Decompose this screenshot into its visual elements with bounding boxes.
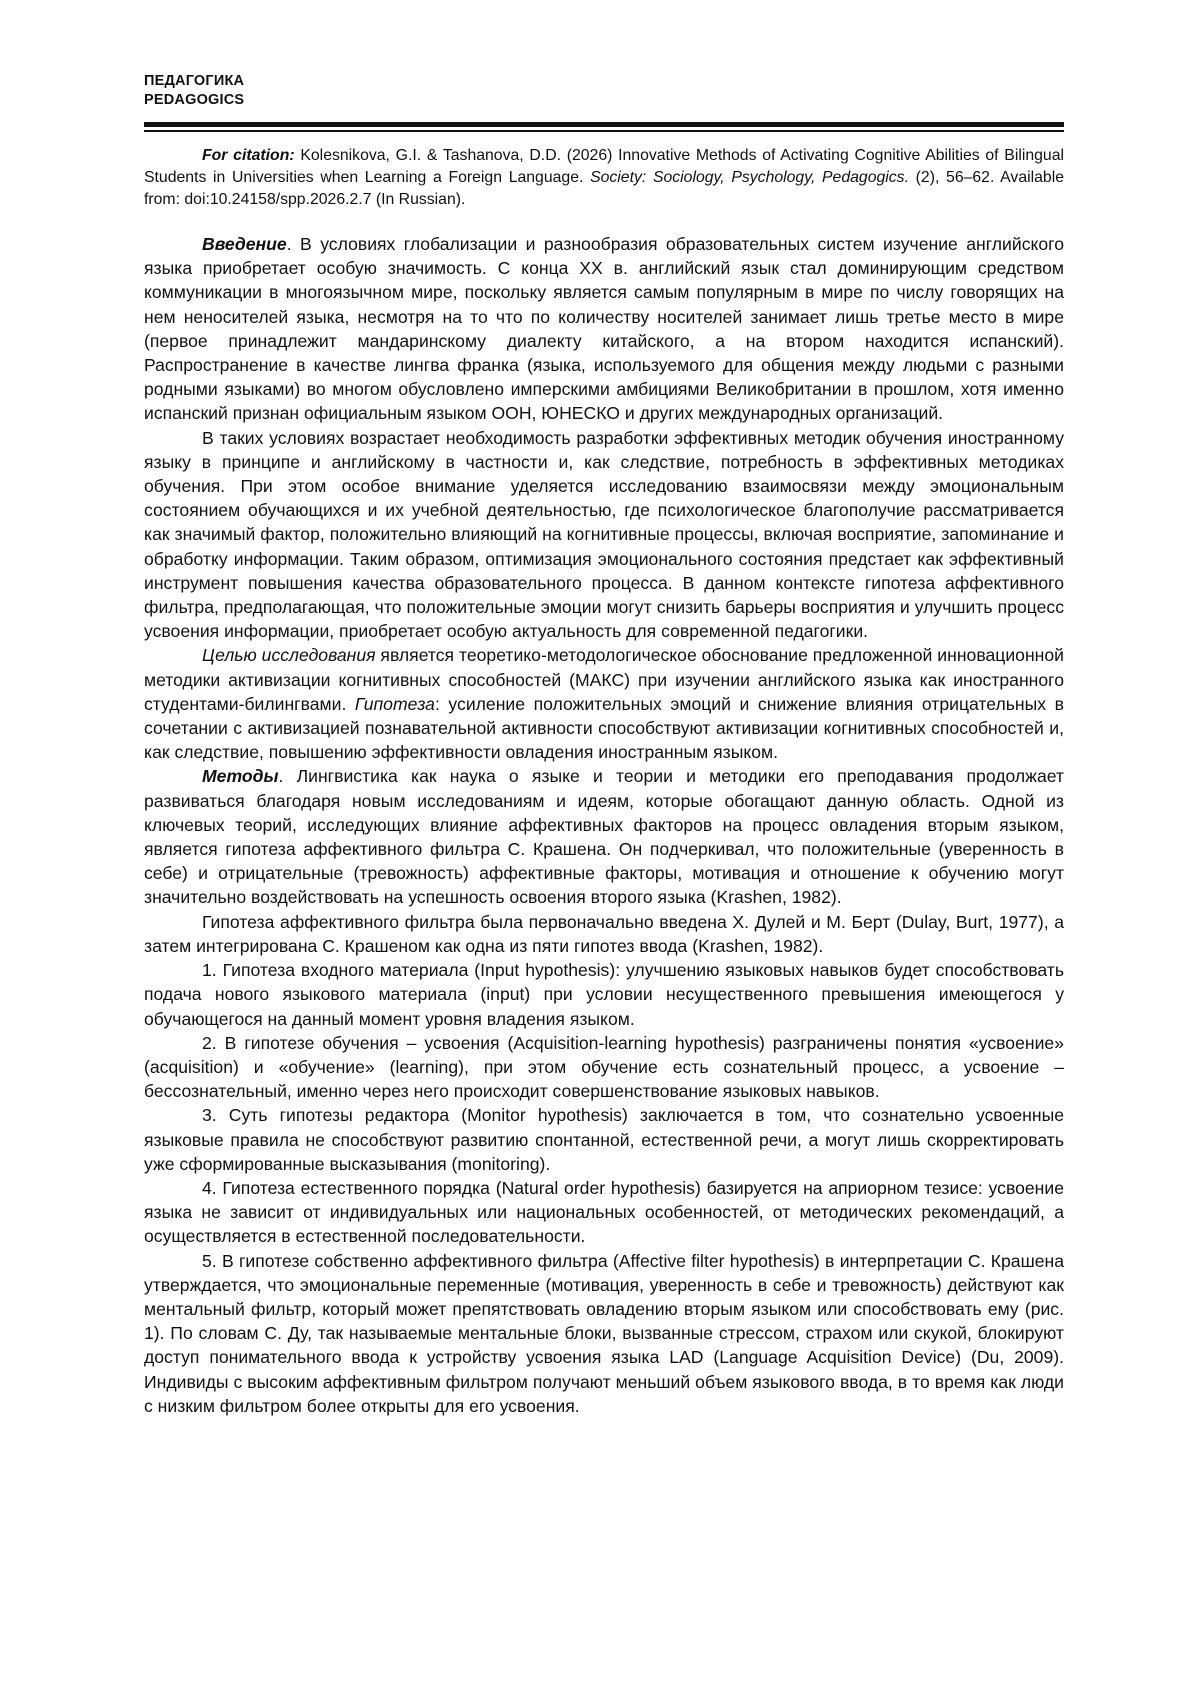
running-head-en: PEDAGOGICS <box>144 92 245 108</box>
article-body <box>144 232 1064 1418</box>
hypothesis-label: Гипотеза <box>354 693 435 714</box>
introduction-text: . В условиях глобализации и разнообразия образовательных систем изучение английского языка приобретает особую значимость. С конца XX в. английский язык стал доминирующим средством коммуникации в многоязычном мире, поскольку является самым популярным в мире по числу говорящих на нем неносителей языка, несмотря на то что по количеству носителей занимает лишь третье место в мире (первое принадлежит мандаринскому диалекту китайского, а на втором находится испанский). Распространение в качестве лингва франка (языка, используемого для общения между людьми с разными родными языками) во многом обусловлено имперскими амбициями Великобритании в прошлом, хотя именно испанский признан официальным языком ООН, ЮНЕСКО и других международных организаций. <box>144 234 1064 424</box>
introduction-heading: Введение <box>202 234 287 254</box>
citation-label: For citation: <box>202 147 295 164</box>
paragraph: В таких условиях возрастает необходимость разработки эффективных методик обучения иностранному языку в принципе и английскому в частности и, как следствие, потребность в эффективных методиках обучения. При этом особое внимание уделяется исследованию взаимосвязи между эмоциональным состоянием обучающихся и их учебной деятельностью, где психологическое благополучие рассматривается как значимый фактор, положительно влияющий на когнитивные процессы, включая восприятие, запоминание и обработку информации. Таким образом, оптимизация эмоционального состояния предстает как эффективный инструмент повышения качества образовательного процесса. В данном контексте гипотеза аффективного фильтра, предполагающая, что положительные эмоции могут снизить барьеры восприятия и улучшить процесс усвоения информации, приобретает особую актуальность для современной педагогики. <box>144 427 1064 642</box>
goal-text: является теоретико-методологическое обоснование предложенной инновационной методики активизации когнитивных способностей (МАКС) при изучении английского языка как иностранного студентами-билингвами. <box>144 645 1064 714</box>
list-item-hypothesis-4: 4. Гипотеза естественного порядка (Natural order hypothesis) базируется на априорном тезисе: усвоение языка не зависит от индивидуальных или национальных особенностей, от методических рекомендаций, а осуществляется в естественной последовательности. <box>144 1177 1064 1247</box>
citation-tail: (2), 56–62. Available from: doi:10.24158/spp.2026.2.7 (In Russian). <box>144 169 1064 208</box>
hypothesis-text: : усиление положительных эмоций и снижение влияния отрицательных в сочетании с активизацией познавательной активности способствуют активизации когнитивных способностей и, как следствие, повышению эффективности овладения иностранным языком. <box>144 693 1064 763</box>
paragraph-goal <box>144 643 1064 764</box>
header-rule-thin <box>144 130 1064 132</box>
list-item-hypothesis-3: 3. Суть гипотезы редактора (Monitor hypothesis) заключается в том, что сознательно усвоенные языковые правила не способствуют развитию спонтанной, естественной речи, а могут лишь скорректировать уже сформированные высказывания (monitoring). <box>144 1105 1064 1174</box>
citation-journal: Society: Sociology, Psychology, Pedagogics. <box>590 169 909 186</box>
header-rule-thick <box>144 122 1064 127</box>
paragraph: Гипотеза аффективного фильтра была первоначально введена Х. Дулей и М. Берт (Dulay, Burt, 1977), а затем интегрирована С. Крашеном как одна из пяти гипотез ввода (Krashen, 1982). <box>144 911 1064 956</box>
paragraph-methods <box>144 764 1064 909</box>
list-item-hypothesis-5: 5. В гипотезе собственно аффективного фильтра (Affective filter hypothesis) в интерпретации С. Крашена утверждается, что эмоциональные переменные (мотивация, уверенность в себе и тревожность) действуют как ментальный фильтр, который может препятствовать овладению вторым языком или способствовать ему (рис. 1). По словам С. Ду, так называемые ментальные блоки, вызванные стрессом, страхом или скукой, блокируют доступ понимательного ввода к устройству усвоения языка LAD (Language Acquisition Device) (Du, 2009). Индивиды с высоким аффективным фильтром получают меньший объем языкового ввода, в то время как люди с низким фильтром более открыты для его усвоения. <box>144 1250 1064 1416</box>
methods-text: . Лингвистика как наука о языке и теории и методики его преподавания продолжает развиваться благодаря новым исследованиям и идеям, которые обогащают данную область. Одной из ключевых теорий, исследующих влияние аффективных факторов на процесс овладения вторым языком, является гипотеза аффективного фильтра С. Крашена. Он подчеркивал, что положительные (уверенность в себе) и отрицательные (тревожность) аффективные факторы, мотивация и отношение к обучению могут значительно воздействовать на успешность освоения второго языка (Krashen, 1982). <box>144 766 1064 908</box>
running-head <box>144 72 244 110</box>
paragraph-introduction <box>144 232 1064 426</box>
citation-text: Kolesnikova, G.I. & Tashanova, D.D. (2026) Innovative Methods of Activating Cognitive Abilities of Bilingual Students in Universities when Learning a Foreign Language. <box>144 147 1065 186</box>
methods-heading: Методы <box>202 766 279 787</box>
running-head-ru: ПЕДАГОГИКА <box>144 73 245 89</box>
list-item-hypothesis-2: 2. В гипотезе обучения – усвоения (Acquisition-learning hypothesis) разграничены понятия «усвоение» (acquisition) и «обучение» (learning), при этом обучение есть сознательный процесс, а усвоение – бессознательный, именно через него происходит совершенствование языковых навыков. <box>144 1032 1064 1102</box>
citation-block <box>144 145 1064 211</box>
list-item-hypothesis-1: 1. Гипотеза входного материала (Input hypothesis): улучшению языковых навыков будет способствовать подача нового языкового материала (input) при условии несущественного превышения имеющегося у обучающегося на данный момент уровня владения языком. <box>144 960 1064 1029</box>
goal-label: Целью исследования <box>202 645 376 666</box>
